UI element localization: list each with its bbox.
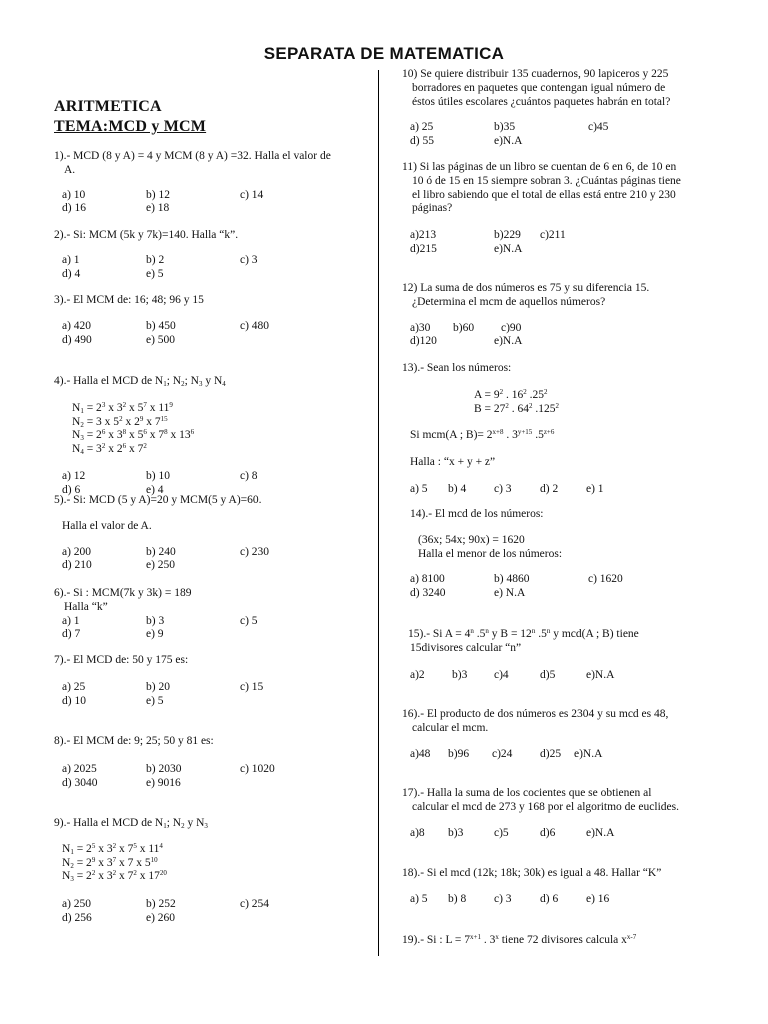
option: b) 2030 [146,762,182,775]
formula-mcm: Si mcm(A ; $B)= 2^{x+8}$ . $3^{y+15}$ $.5^{z+6}$ [410,428,555,442]
options-row [54,559,359,573]
question-12-line: 12) La suma de dos números es 75 y su diferencia 15. [402,282,650,294]
option: a) 10 [62,188,86,201]
option: c) 3 [240,253,258,266]
option: e) 1 [586,482,604,495]
option: b)229 [494,229,521,242]
option: e) 500 [146,333,176,346]
question-10 [402,68,704,149]
question-11-line: 11) Si las páginas de un libro se cuentan de 6 en 6, de 10 en [402,161,677,173]
option: d) 6 [62,483,81,496]
options-row [54,189,359,203]
question-1 [54,150,359,216]
options-row [54,334,359,348]
options-row [402,121,704,135]
option: a) 2025 [62,762,97,775]
options-row [402,587,704,601]
question-12 [402,282,704,349]
question-14-formula: (36x; 54x; 90x) = 1620 [418,533,525,546]
question-3 [54,294,359,347]
option: e) 18 [146,202,170,215]
question-1-stem: 1).- MCD (8 y A) = 4 y MCM (8 y A) =32. Halla el valor de [54,150,331,162]
option: d) 256 [62,911,92,924]
option: b) 12 [146,188,170,201]
question-18 [402,867,704,907]
formula-n3: $N_3 = 2^6$ x $3^8$ x $5^6$ x $7^8$ x $13^6$ [72,428,195,443]
question-6 [54,587,359,642]
option: e) 5 [146,267,164,280]
question-14-stem: 14).- El mcd de los números: [410,508,544,520]
option: e) 9 [146,628,164,641]
option: c)211 [540,229,566,242]
option: a) 25 [62,680,86,693]
question-17-line: calcular el mcd de 273 y 168 por el algoritmo de euclides. [412,800,679,813]
question-15-stem: 15).- Si $A = 4^n$ .5$^n$ y $B = 12^n$ .5$^n$ y mcd(A ; B) tiene [408,627,639,640]
option: c) 8 [240,469,258,482]
question-10-line: 10) Se quiere distribuir 135 cuadernos, 90 lapiceros y 225 [402,68,669,80]
option: d) 16 [62,202,86,215]
question-3-stem: 3).- El MCM de: 16; 48; 96 y 15 [54,294,204,306]
options-row [402,483,704,497]
option: d)215 [410,242,437,255]
column-divider [378,70,379,956]
option: b) 240 [146,545,176,558]
question-16 [402,708,704,761]
question-15-prompt: 15divisores calcular “n” [410,641,522,654]
option: c) 1020 [240,762,275,775]
option: c) 230 [240,545,270,558]
options-row [402,243,704,257]
option: b) 3 [146,614,165,627]
options-row [402,573,704,587]
option: a) 1 [62,614,80,627]
option: e)N.A [494,135,523,148]
option: e) 5 [146,694,164,707]
option: c)4 [494,668,509,681]
option: c)5 [494,826,509,839]
question-4-stem: 4).- Halla el MCD de $N_1$; $N_2$; $N_3$ y $N_4$ [54,375,226,388]
section-heading: ARITMETICA [54,98,162,115]
question-6-prompt: Halla “k” [64,600,108,613]
option: d) 6 [540,892,559,905]
option: e)N.A [586,826,615,839]
formula-b: $B = 27^2$ . $64^2$ .125$^2$ [474,401,560,415]
question-11 [402,161,704,257]
option: d)6 [540,826,556,839]
option: c)45 [588,121,609,134]
option: b) 2 [146,253,165,266]
question-10-line: borradores en paquetes que contengan igual número de [412,81,666,94]
option: e) 4 [146,483,164,496]
page-title: SEPARATA DE MATEMATICA [263,44,505,63]
options-row [54,615,359,629]
option: a)2 [410,668,425,681]
formula-n1: $N_1 = 2^3$ x $3^2$ x $5^7$ x $11^9$ [72,400,173,415]
options-row [54,202,359,216]
question-8-stem: 8).- El MCM de: 9; 25; 50 y 81 es: [54,735,214,747]
options-row [54,912,359,926]
option: b)3 [448,826,464,839]
question-10-line: éstos útiles escolares ¿cuántos paquetes habrán en total? [412,95,671,108]
option: e) N.A [494,587,526,600]
options-row [402,335,704,349]
question-19-stem: 19).- Si : $L = 7^{x+1}$ . 3$^x$ tiene 72 divisores calcula $x^{x-7}$ [402,933,637,946]
question-17-line: 17).- Halla la suma de los cocientes que se obtienen al [402,787,652,799]
formula-a: $A = 9^2$ . $16^2$ $.25^2$ [474,387,548,401]
option: d)5 [540,668,556,681]
formula-n2: $N_2 = 2^9$ x $3^7$ x 7 x $5^{10}$ [62,855,158,870]
question-16-line: 16).- El producto de dos números es 2304 y su mcd es 48, [402,708,669,720]
options-row [402,135,704,149]
question-13-stem: 13).- Sean los números: [402,362,512,374]
options-row [402,827,704,841]
option: e)N.A [494,335,523,348]
option: a) 5 [410,892,428,905]
option: c) 480 [240,319,270,332]
formula-n3: $N_3 = 2^2$ x $3^2$ x $7^2$ x $17^{20}$ [62,869,167,884]
option: b) 4860 [494,573,530,586]
option: a)30 [410,321,431,334]
option: a) 250 [62,898,92,911]
options-row [54,681,359,695]
question-1-stem-cont: A. [64,163,76,176]
option: d) 3040 [62,776,98,789]
option: a)213 [410,229,437,242]
question-5 [54,494,359,573]
option: c) 1620 [588,573,623,586]
options-row [402,229,704,243]
question-13-prompt: Halla : “x + y + z” [410,456,496,469]
option: c)90 [501,321,522,334]
option: b) 10 [146,469,170,482]
option: d) 210 [62,559,92,572]
question-5-stem: 5).- Si: MCD (5 y A)=20 y MCM(5 y A)=60. [54,494,262,506]
option: b) 450 [146,319,176,332]
question-13 [402,362,704,497]
question-2 [54,229,359,281]
question-7-stem: 7).- El MCD de: 50 y 175 es: [54,654,189,666]
option: e) 250 [146,559,176,572]
question-17 [402,787,704,840]
option: b) 8 [448,892,467,905]
options-row [54,777,359,791]
question-8 [54,735,359,790]
option: b)60 [453,321,475,334]
option: d) 2 [540,482,559,495]
question-6-stem: 6).- Si : MCM(7k y 3k) = 189 [54,587,192,599]
question-16-line: calcular el mcm. [412,721,489,734]
question-9 [54,817,359,926]
option: a)8 [410,826,425,839]
options-row [402,322,704,336]
question-9-stem: 9).- Halla el MCD de $N_1$; $N_2$ y $N_3$ [54,817,208,830]
options-row [54,320,359,334]
option: e) 9016 [146,776,181,789]
topic-heading: TEMA:MCD y MCM [54,118,207,135]
options-row [54,898,359,912]
option: e)N.A [586,668,615,681]
option: e) 16 [586,892,610,905]
option: b)3 [452,668,468,681]
option: a) 420 [62,319,92,332]
option: e)N.A [494,242,523,255]
options-row [402,669,704,683]
option: c) 254 [240,898,270,911]
options-row [402,748,704,762]
option: d) 55 [410,135,434,148]
option: d)120 [410,335,437,348]
option: c) 5 [240,614,258,627]
question-2-stem: 2).- Si: MCM (5k y 7k)=140. Halla “k”. [54,229,239,241]
option: d) 7 [62,628,81,641]
question-5-prompt: Halla el valor de A. [62,519,152,532]
question-7 [54,654,359,708]
option: b) 4 [448,482,467,495]
question-4 [54,375,359,498]
options-row [402,893,704,907]
question-11-line: el libro sabiendo que el total de ellas está entre 210 y 230 [412,188,676,201]
option: b) 252 [146,898,176,911]
formula-n1: $N_1 = 2^5$ x $3^2$ x $7^5$ x $11^4$ [62,841,163,856]
options-row [54,628,359,642]
option: a) 5 [410,482,428,495]
question-14-prompt: Halla el menor de los números: [418,547,563,560]
option: d) 10 [62,694,86,707]
option: e) 260 [146,911,176,924]
option: a) 200 [62,545,92,558]
options-row [54,470,359,484]
question-15 [402,628,704,682]
formula-n4: $N_4 = 3^2$ x $2^6$ x $7^2$ [72,442,147,457]
options-row [54,763,359,777]
option: c) 15 [240,680,264,693]
option: a) 8100 [410,573,445,586]
option: a) 25 [410,121,434,134]
options-row [54,254,359,268]
option: e)N.A [574,747,603,760]
question-19 [402,934,704,948]
option: c) 3 [494,892,512,905]
option: a) 12 [62,469,86,482]
option: a)48 [410,747,431,760]
option: a) 1 [62,253,80,266]
question-11-line: 10 ó de 15 en 15 siempre sobran 3. ¿Cuántas páginas tiene [412,174,681,187]
option: d) 4 [62,267,81,280]
question-14 [402,508,704,601]
option: d)25 [540,747,562,760]
option: b)96 [448,747,470,760]
option: c)24 [492,747,513,760]
option: b) 20 [146,680,170,693]
option: d) 3240 [410,587,446,600]
formula-n2: $N_2 = 3$ x $5^2$ x $2^9$ x $7^{15}$ [72,414,168,429]
options-row [54,268,359,282]
question-11-line: páginas? [412,202,453,215]
options-row [54,546,359,560]
question-18-stem: 18).- Si el mcd (12k; 18k; 30k) es igual a 48. Hallar “K” [402,867,662,879]
options-row [54,695,359,709]
option: c) 3 [494,482,512,495]
option: b)35 [494,121,516,134]
option: d) 490 [62,333,92,346]
option: c) 14 [240,188,264,201]
question-12-line: ¿Determina el mcm de aquellos números? [412,295,606,308]
